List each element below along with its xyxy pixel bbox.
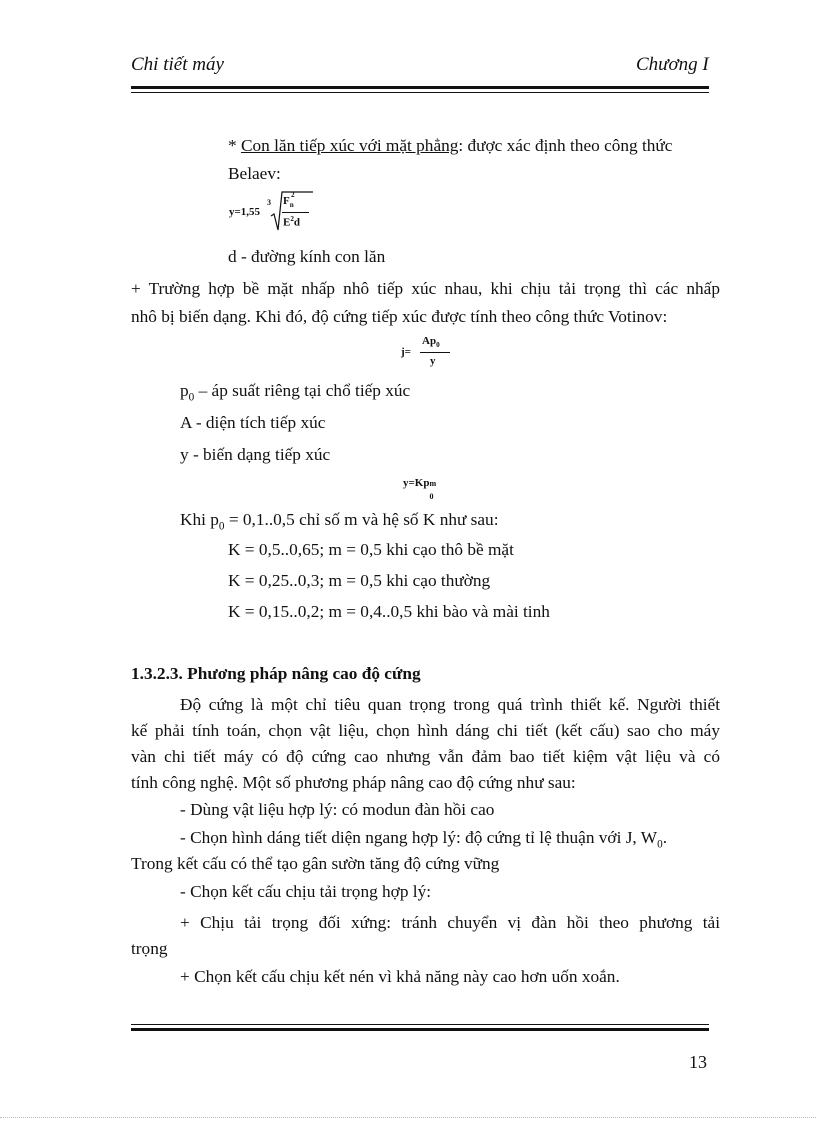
text-line: + Chịu tải trọng đối xứng: tránh chuyển vị đàn hồi theo phương tải (180, 913, 720, 932)
section-heading: 1.3.2.3. Phương pháp nâng cao độ cứng (131, 664, 421, 683)
text-line: $p_0$ – áp suất riêng tại chổ tiếp xúc (180, 381, 411, 404)
text-line: vàn chi tiết máy có độ cứng cao nhưng vẫn đảm bao tiết kiệm vật liệu và có (131, 747, 720, 766)
text-line: d - đường kính con lăn (228, 247, 386, 266)
text-line: - Chọn hình dáng tiết diện ngang hợp lý: độ cứng tỉ lệ thuận với J, $W_0$. (180, 828, 668, 851)
running-header-title: Chi tiết máy (131, 54, 224, 75)
page-number: 13 (689, 1052, 707, 1072)
text-line: + Trường hợp bề mặt nhấp nhô tiếp xúc nhau, khi chịu tải trọng thì các nhấp (131, 279, 720, 298)
roller-plane-intro: * Con lăn tiếp xúc với mặt phẳng: được xác định theo công thức (228, 136, 673, 155)
text-line: A - diện tích tiếp xúc (180, 413, 326, 432)
text-line: K = 0,15..0,2; m = 0,4..0,5 khi bào và mài tinh (228, 602, 550, 621)
text-line: Belaev: (228, 164, 281, 183)
fraction-bar (420, 352, 450, 353)
text-line: nhô bị biến dạng. Khi đó, độ cứng tiếp xúc được tính theo công thức Votinov: (131, 307, 668, 326)
footer-rule-thin (131, 1024, 709, 1025)
text-line: Khi $p_0 = 0,1..0,5$ chỉ số m và hệ số K như sau: (180, 510, 499, 533)
text-line: - Chọn kết cấu chịu tải trọng hợp lý: (180, 882, 432, 901)
footer-rule-thick (131, 1028, 709, 1031)
fraction-bar (282, 212, 309, 213)
page-edge (0, 1117, 816, 1118)
text-line: trọng (131, 939, 168, 958)
text-line: + Chọn kết cấu chịu kết nén vì khả năng này cao hơn uốn xoắn. (180, 967, 620, 986)
text-line: tính công nghệ. Một số phương pháp nâng cao độ cứng như sau: (131, 773, 576, 792)
formula-belaev: y=1,55 3 $F_n$ 2 $E^2d$ (229, 190, 349, 234)
formula-votinov: j= $Ap_0$ y (401, 335, 461, 369)
text-line (228, 137, 720, 154)
text-line: kế phải tính toán, chọn vật liệu, chọn hình dáng chi tiết (kết cấu) sao cho máy (131, 721, 720, 740)
text-line: Độ cứng là một chỉ tiêu quan trọng trong quá trình thiết kế. Người thiết (180, 695, 720, 714)
header-rule-thick (131, 86, 709, 89)
text-line: y - biến dạng tiếp xúc (180, 445, 331, 464)
text-line: Trong kết cấu có thể tạo gân sườn tăng độ cứng vững (131, 854, 500, 873)
text-line: K = 0,5..0,65; m = 0,5 khi cạo thô bề mặt (228, 540, 514, 559)
text-line: K = 0,25..0,3; m = 0,5 khi cạo thường (228, 571, 491, 590)
formula-deformation: y=Kp m 0 (403, 477, 437, 501)
running-header-chapter: Chương I (636, 54, 709, 75)
text-line: - Dùng vật liệu hợp lý: có modun đàn hồi cao (180, 800, 495, 819)
header-rule-thin (131, 92, 709, 93)
